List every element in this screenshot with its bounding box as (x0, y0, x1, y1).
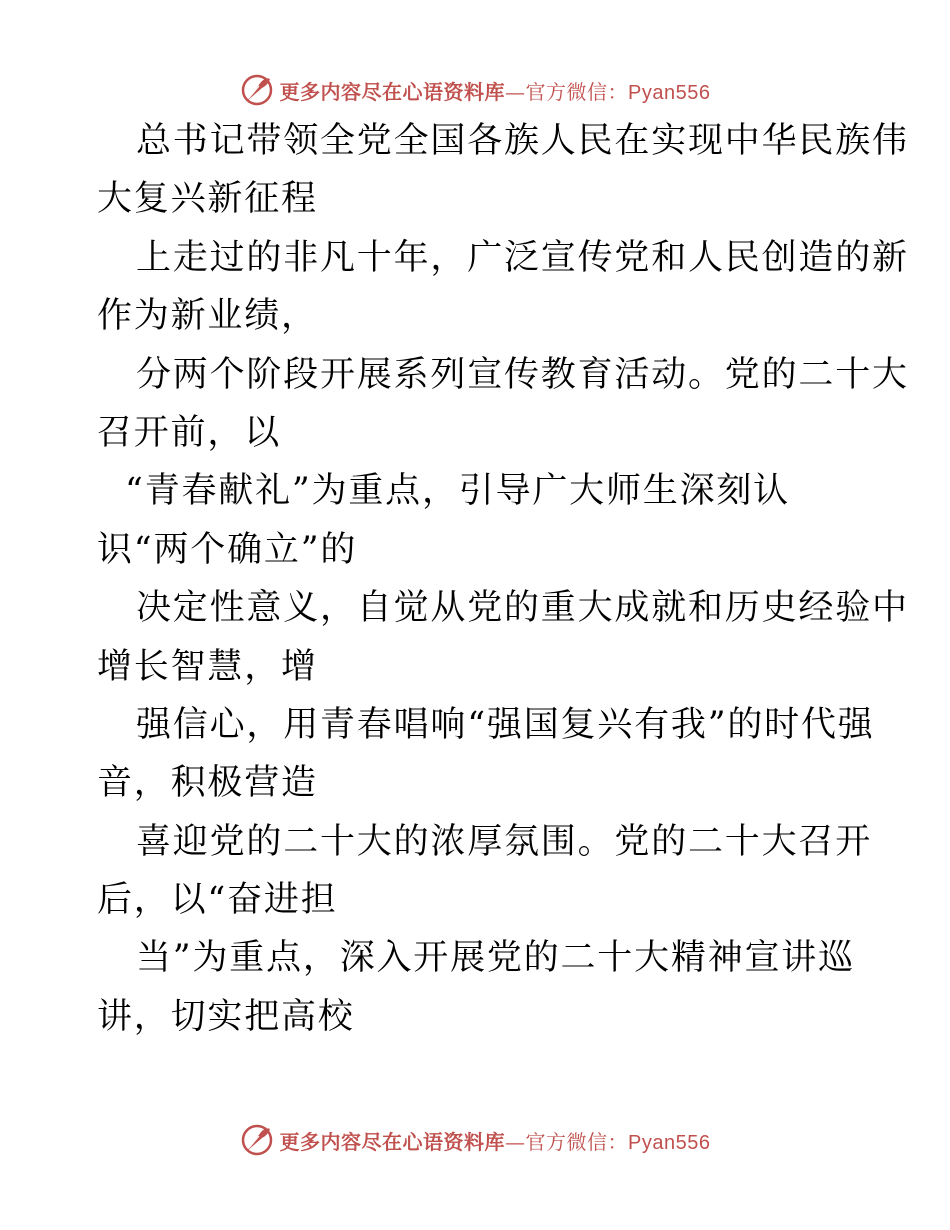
body-line: 识“两个确立”的 (97, 529, 358, 570)
body-line: 增长智慧，增 (97, 646, 318, 687)
body-line: 喜迎党的二十大的浓厚氛围。党的二十大召开 (136, 821, 873, 862)
header-wechat-label: 官方微信： (525, 79, 629, 104)
footer-wechat-label: 官方微信： (525, 1129, 629, 1154)
footer-wechat-id: Pyan556 (628, 1131, 711, 1154)
body-line: 决定性意义，自觉从党的重大成就和历史经验中 (136, 588, 909, 629)
header-wechat-id: Pyan556 (628, 81, 711, 104)
header-separator: — (505, 79, 526, 104)
body-line: 总书记带领全党全国各族人民在实现中华民族伟 (136, 121, 909, 161)
footer-banner (0, 1118, 950, 1162)
body-line: 分两个阶段开展系列宣传教育活动。党的二十大 (136, 354, 909, 395)
document-body (97, 112, 909, 1046)
quill-pen-logo-icon (240, 73, 274, 107)
header-site-text: 更多内容尽在心语资料库 (279, 79, 506, 104)
body-line: 大复兴新征程 (97, 179, 318, 220)
quill-pen-logo-icon (240, 1123, 274, 1157)
body-line: 讲，切实把高校 (97, 996, 355, 1037)
body-line: 强信心，用青春唱响“强国复兴有我”的时代强 (136, 704, 875, 745)
body-line: 作为新业绩， (97, 296, 318, 337)
body-line: 当”为重点，深入开展党的二十大精神宣讲巡 (136, 938, 855, 979)
body-line: “青春献礼”为重点，引导广大师生深刻认 (125, 471, 790, 512)
footer-separator: — (505, 1129, 526, 1154)
body-line: 音，积极营造 (97, 763, 318, 804)
footer-site-text: 更多内容尽在心语资料库 (279, 1129, 506, 1154)
header-banner (0, 68, 950, 112)
body-line: 上走过的非凡十年，广泛宣传党和人民创造的新 (136, 237, 909, 278)
body-line: 后，以“奋进担 (97, 880, 338, 921)
body-line: 召开前，以 (97, 412, 282, 453)
